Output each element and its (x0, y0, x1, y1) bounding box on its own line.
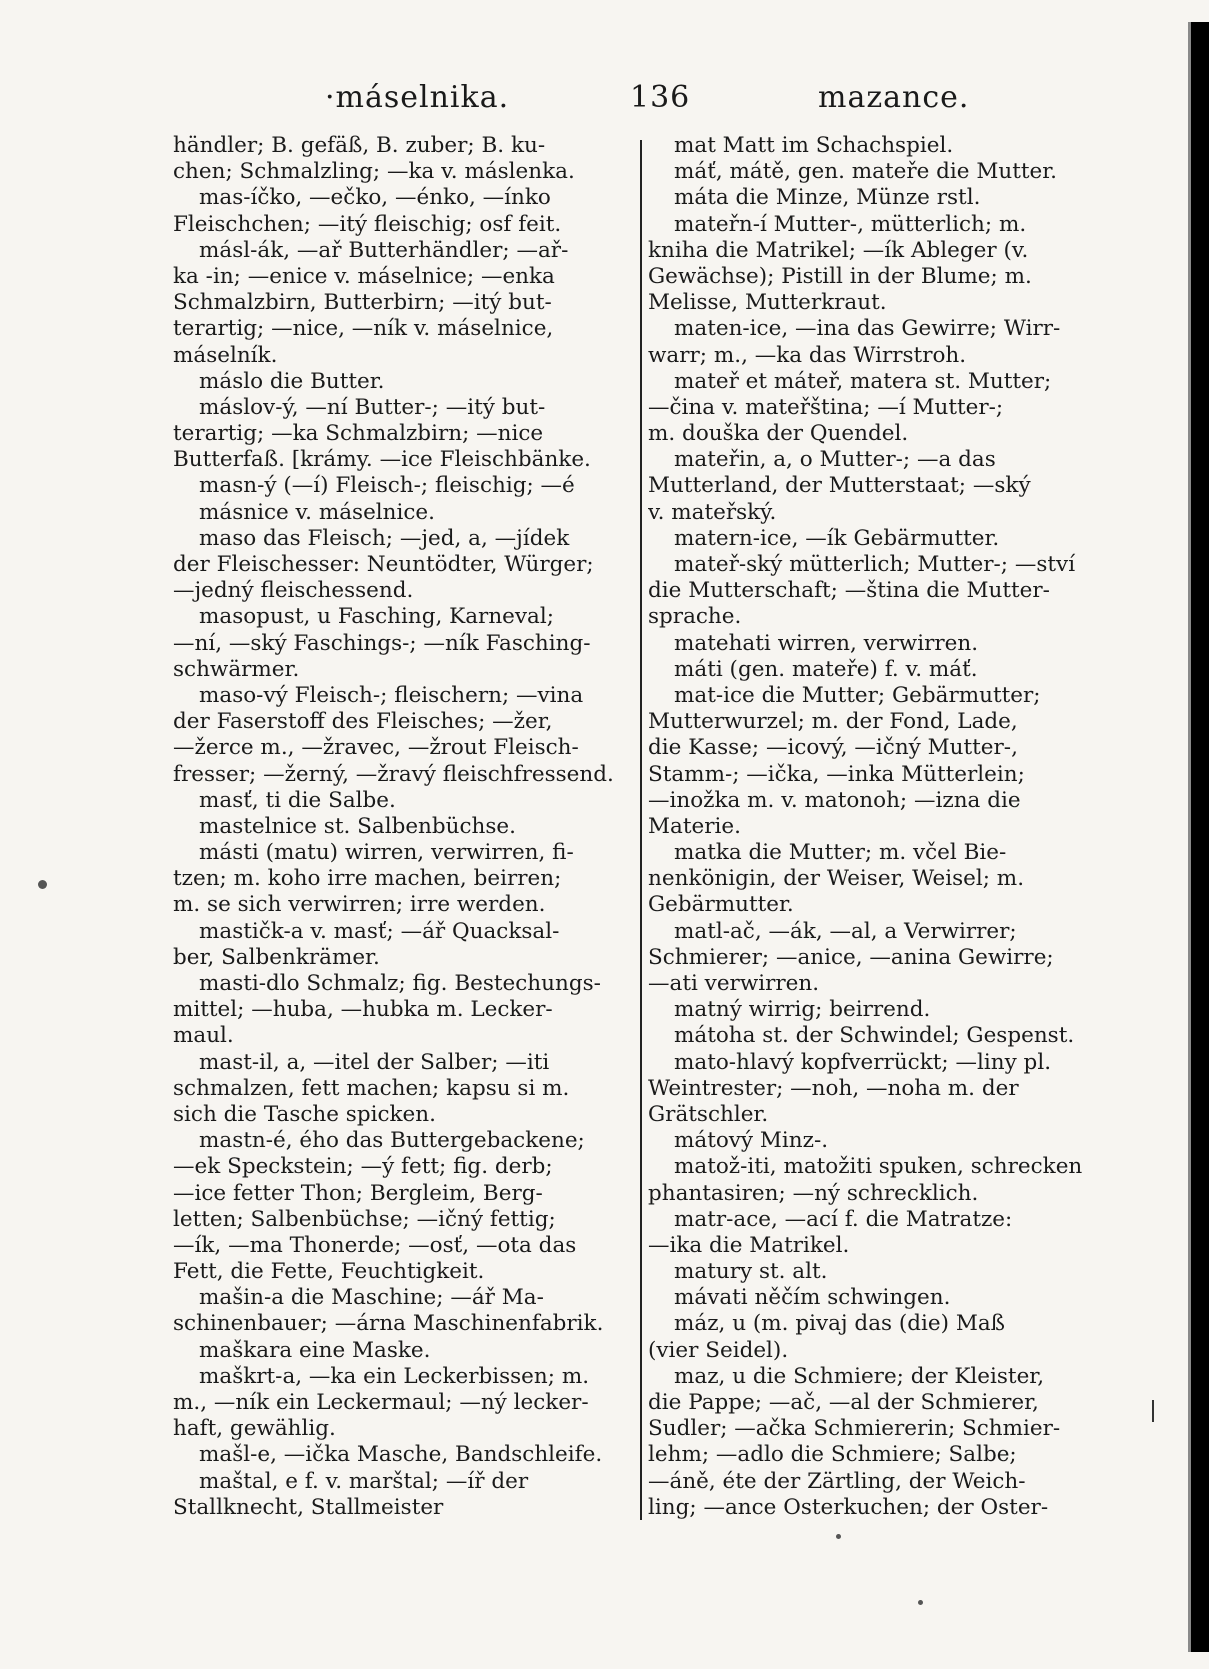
entry-line: mávati něčím schwingen. (674, 1285, 951, 1311)
entry-line: ka -in; —enice v. máselnice; —enka (173, 263, 555, 289)
entry-line: nenkönigin, der Weiser, Weisel; m. (648, 866, 1025, 892)
entry-line: mastelnice st. Salbenbüchse. (199, 813, 516, 839)
entry-line: —áně, éte der Zärtling, der Weich- (648, 1468, 1026, 1494)
entry-line: mátový Minz-. (674, 1128, 829, 1154)
entry-line: —ek Speckstein; —ý fett; fig. derb; (173, 1154, 553, 1180)
entry-line: maškrt-a, —ka ein Leckerbissen; m. (199, 1363, 590, 1389)
entry-line: mat Matt im Schachspiel. (674, 133, 954, 158)
entry-line: —ík, —ma Thonerde; —osť, —ota das (173, 1232, 577, 1258)
entry-line: maso-vý Fleisch-; fleischern; —vina (199, 682, 584, 708)
entry-line: Schmierer; —anice, —anina Gewirre; (648, 944, 1054, 970)
entry-line: matný wirrig; beirrend. (674, 997, 931, 1023)
entry-line: lehm; —adlo die Schmiere; Salbe; (648, 1442, 1017, 1468)
entry-line: mateř et máteř, matera st. Mutter; (674, 368, 1052, 394)
entry-line: fresser; —žerný, —žravý fleischfressend. (173, 761, 614, 787)
entry-line: —čina v. mateřština; —í Mutter-; (648, 394, 1004, 420)
entry-line: Fleischchen; —itý fleischig; osf feit. (173, 211, 562, 237)
entry-line: die Mutterschaft; —ština die Mutter- (648, 578, 1050, 604)
entry-line: Sudler; —ačka Schmiererin; Schmier- (648, 1416, 1061, 1442)
entry-line: v. mateřský. (648, 499, 777, 525)
entry-line: Gebärmutter. (648, 892, 794, 918)
entry-line: letten; Salbenbüchse; —ičný fettig; (173, 1206, 556, 1232)
entry-line: mas-íčko, —ečko, —énko, —ínko (199, 185, 551, 211)
entry-line: (vier Seidel). (648, 1337, 789, 1363)
entry-line: —ní, —ský Faschings-; —ník Fasching- (173, 630, 591, 656)
entry-line: maštal, e f. v. marštal; —íř der (199, 1468, 529, 1494)
entry-line: —ice fetter Thon; Bergleim, Berg- (173, 1180, 543, 1206)
entry-line: máti (gen. mateře) f. v. máť. (674, 656, 978, 682)
right-column (648, 133, 1118, 1521)
page-number: 136 (630, 80, 691, 115)
entry-line: m. se sich verwirren; irre werden. (173, 892, 546, 918)
entry-line: mateřin, a, o Mutter-; —a das (674, 447, 996, 473)
entry-line: sprache. (648, 604, 742, 630)
running-header (0, 80, 1209, 120)
entry-line: phantasiren; —ný schrecklich. (648, 1180, 979, 1206)
entry-line: Fett, die Fette, Feuchtigkeit. (173, 1259, 485, 1285)
entry-line: Schmalzbirn, Butterbirn; —itý but- (173, 290, 552, 316)
entry-line: —ika die Matrikel. (648, 1232, 850, 1258)
entry-line: mašin-a die Maschine; —ář Ma- (199, 1285, 544, 1311)
entry-line: mátoha st. der Schwindel; Gespenst. (674, 1023, 1075, 1049)
entry-line: warr; m., —ka das Wirrstroh. (648, 342, 967, 368)
entry-line: m. douška der Quendel. (648, 421, 909, 447)
entry-line: ling; —ance Osterkuchen; der Oster- (648, 1494, 1049, 1520)
column-rule (640, 140, 642, 1520)
entry-line: —žerce m., —žravec, —žrout Fleisch- (173, 735, 579, 761)
entry-line: Melisse, Mutterkraut. (648, 290, 887, 316)
entry-line: másti (matu) wirren, verwirren, fi- (199, 840, 574, 866)
entry-line: mat-ice die Mutter; Gebärmutter; (674, 682, 1041, 708)
ink-speck (836, 1534, 841, 1539)
left-column (173, 133, 643, 1521)
entry-line: Mutterwurzel; m. der Fond, Lade, (648, 709, 1018, 735)
entry-line: Butterfaß. [krámy. —ice Fleischbänke. (173, 447, 591, 473)
entry-line: masopust, u Fasching, Karneval; (199, 604, 554, 630)
entry-line: die Kasse; —icový, —ičný Mutter-, (648, 735, 1018, 761)
entry-line: matl-ač, —ák, —al, a Verwirrer; (674, 918, 1017, 944)
entry-line: matka die Mutter; m. včel Bie- (674, 840, 1007, 866)
entry-line: másl-ák, —ař Butterhändler; —ař- (199, 237, 569, 263)
entry-line: die Pappe; —ač, —al der Schmierer, (648, 1390, 1039, 1415)
entry-line: Stallknecht, Stallmeister (173, 1494, 444, 1520)
entry-line: masti-dlo Schmalz; fig. Bestechungs- (199, 971, 601, 996)
scan-edge (1191, 22, 1209, 1652)
entry-line: Mutterland, der Mutterstaat; —ský (648, 473, 1031, 499)
entry-line: maškara eine Maske. (199, 1337, 431, 1363)
entry-line: maso das Fleisch; —jed, a, —jídek (199, 525, 570, 551)
entry-line: matern-ice, —ík Gebärmutter. (674, 525, 1000, 551)
entry-line: maz, u die Schmiere; der Kleister, (674, 1363, 1045, 1389)
entry-line: —inožka m. v. matonoh; —izna die (648, 787, 1021, 813)
entry-line: mastn-é, ého das Buttergebackene; (199, 1128, 585, 1154)
entry-line: schwärmer. (173, 656, 300, 682)
entry-line: másnice v. máselnice. (199, 499, 435, 525)
entry-line: masn-ý (—í) Fleisch-; fleischig; —é (199, 473, 575, 499)
entry-line: terartig; —nice, —ník v. máselnice, (173, 316, 554, 342)
entry-line: máz, u (m. pivaj das (die) Maß (674, 1311, 1006, 1337)
entry-line: mateřn-í Mutter-, mütterlich; m. (674, 211, 1027, 237)
entry-line: máslov-ý, —ní Butter-; —itý but- (199, 394, 546, 420)
entry-line: haft, gewählig. (173, 1416, 336, 1442)
entry-line: mato-hlavý kopfverrückt; —liny pl. (674, 1049, 1052, 1075)
entry-line: tzen; m. koho irre machen, beirren; (173, 866, 562, 892)
entry-line: mašl-e, —ička Masche, Bandschleife. (199, 1442, 603, 1468)
entry-line: matury st. alt. (674, 1259, 828, 1285)
ink-speck (918, 1600, 923, 1605)
entry-line: Materie. (648, 813, 741, 839)
entry-line: terartig; —ka Schmalzbirn; —nice (173, 421, 544, 447)
entry-line: mittel; —huba, —hubka m. Lecker- (173, 997, 553, 1023)
entry-line: der Faserstoff des Fleisches; —žer, (173, 709, 553, 735)
entry-line: máslo die Butter. (199, 368, 385, 394)
entry-line: matož-iti, matožiti spuken, schrecken (674, 1154, 1083, 1180)
entry-line: ber, Salbenkrämer. (173, 944, 380, 970)
entry-line: máť, mátě, gen. mateře die Mutter. (674, 159, 1057, 185)
ink-mark (1152, 1400, 1154, 1422)
entry-line: mastičk-a v. masť; —ář Quacksal- (199, 918, 560, 944)
entry-line: sich die Tasche spicken. (173, 1101, 436, 1127)
entry-line: —ati verwirren. (648, 971, 820, 996)
entry-line: mast-il, a, —itel der Salber; —iti (199, 1049, 550, 1075)
entry-line: chen; Schmalzling; —ka v. máslenka. (173, 159, 575, 185)
entry-line: Stamm-; —ička, —inka Mütterlein; (648, 761, 1025, 787)
entry-line: schinenbauer; —árna Maschinenfabrik. (173, 1311, 604, 1337)
entry-line: —jedný fleischessend. (173, 578, 414, 604)
header-left-guideword: ·máselnika. (325, 80, 510, 115)
entry-line: matehati wirren, verwirren. (674, 630, 979, 656)
entry-line: maten-ice, —ina das Gewirre; Wirr- (674, 316, 1061, 342)
entry-line: mateř-ský mütterlich; Mutter-; —ství (674, 552, 1076, 577)
entry-line: Grätschler. (648, 1101, 769, 1127)
ink-speck (38, 880, 47, 889)
entry-line: kniha die Matrikel; —ík Ableger (v. (648, 237, 1029, 263)
entry-line: Weintrester; —noh, —noha m. der (648, 1075, 1019, 1101)
entry-line: máta die Minze, Münze rstl. (674, 185, 981, 211)
header-right-guideword: mazance. (818, 80, 970, 115)
entry-line: masť, ti die Salbe. (199, 787, 396, 813)
entry-line: Gewächse); Pistill in der Blume; m. (648, 263, 1032, 289)
entry-line: m., —ník ein Leckermaul; —ný lecker- (173, 1390, 589, 1415)
entry-line: matr-ace, —ací f. die Matratze: (674, 1206, 1013, 1232)
entry-line: schmalzen, fett machen; kapsu si m. (173, 1075, 570, 1101)
entry-line: der Fleischesser: Neuntödter, Würger; (173, 552, 594, 577)
entry-line: máselník. (173, 342, 278, 368)
entry-line: maul. (173, 1023, 234, 1049)
entry-line: händler; B. gefäß, B. zuber; B. ku- (173, 133, 546, 158)
